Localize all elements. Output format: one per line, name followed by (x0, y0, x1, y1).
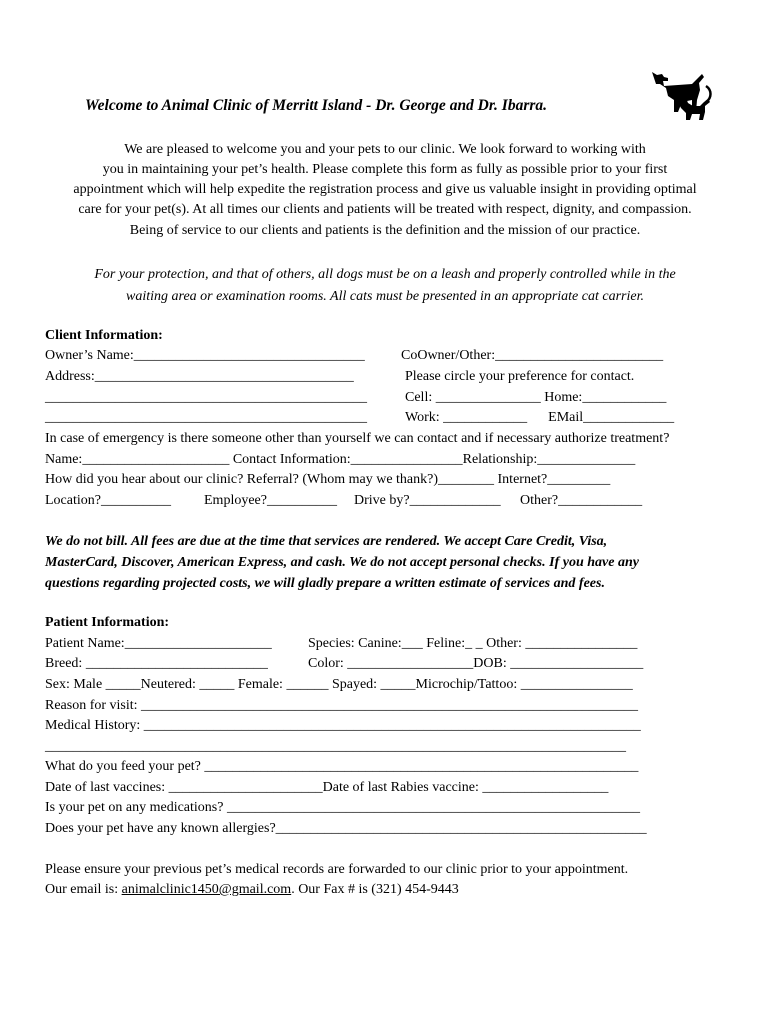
client-info-heading: Client Information: (45, 328, 163, 343)
address-line-2-field[interactable]: ______________________________________________ (45, 390, 367, 405)
contact-preference-label: Please circle your preference for contact. (405, 369, 635, 384)
work-email-field[interactable]: Work: ____________ EMail_____________ (405, 410, 675, 425)
billing-line-1: We do not bill. All fees are due at the time that services are rendered. We accept Care Credit, Visa, (45, 534, 608, 549)
address-field[interactable]: Address:_____________________________________ (45, 369, 354, 384)
medical-history-field[interactable]: Medical History: _______________________________________________________________________ (45, 718, 641, 733)
patient-info-heading: Patient Information: (45, 615, 170, 630)
notice-line-1: For your protection, and that of others, all dogs must be on a leash and properly controlled while in the (94, 267, 676, 282)
cell-home-field[interactable]: Cell: _______________ Home:____________ (405, 390, 667, 405)
patient-name-field[interactable]: Patient Name:_____________________ (45, 636, 272, 651)
dog-and-cat-silhouette-icon (648, 68, 714, 122)
intro-line-3: appointment which will help expedite the registration process and give us valuable insight in providing optimal (73, 182, 697, 197)
emergency-question: In case of emergency is there someone other than yourself we can contact and if necessary authorize treatment? (45, 431, 670, 446)
referral-field[interactable]: How did you hear about our clinic? Referral? (Whom may we thank?)________ Internet?_________ (45, 472, 611, 487)
location-field[interactable]: Location?__________ (45, 493, 171, 508)
emergency-contact-field[interactable]: Name:_____________________ Contact Information:________________Relationship:______________ (45, 452, 636, 467)
page-title: Welcome to Animal Clinic of Merritt Island - Dr. George and Dr. Ibarra. (85, 97, 548, 114)
notice-line-2: waiting area or examination rooms. All cats must be presented in an appropriate cat carrier. (126, 289, 644, 304)
email-prefix: Our email is: (45, 882, 122, 897)
co-owner-field[interactable]: CoOwner/Other:________________________ (401, 348, 664, 363)
medications-field[interactable]: Is your pet on any medications? ___________________________________________________________ (45, 800, 640, 815)
diet-field[interactable]: What do you feed your pet? ______________________________________________________________ (45, 759, 639, 774)
sex-field[interactable]: Sex: Male _____Neutered: _____ Female: ______ Spayed: _____Microchip/Tattoo: ________________ (45, 677, 633, 692)
allergies-field[interactable]: Does your pet have any known allergies?_____________________________________________________ (45, 821, 647, 836)
contact-line (45, 881, 459, 899)
billing-line-3: questions regarding projected costs, we will gladly prepare a written estimate of services and fees. (45, 576, 605, 591)
address-line-3-field[interactable]: ______________________________________________ (45, 410, 367, 425)
drive-by-field[interactable]: Drive by?_____________ (354, 493, 501, 508)
records-notice: Please ensure your previous pet’s medical records are forwarded to our clinic prior to your appointment. (45, 862, 629, 877)
employee-field[interactable]: Employee?__________ (204, 493, 337, 508)
intro-line-4: care for your pet(s). At all times our clients and patients will be treated with respect, dignity, and compassion. (78, 202, 692, 217)
intro-line-2: you in maintaining your pet’s health. Please complete this form as fully as possible prior to your first (102, 162, 668, 177)
reason-for-visit-field[interactable]: Reason for visit: _______________________________________________________________________ (45, 698, 639, 713)
color-dob-field[interactable]: Color: __________________DOB: ___________________ (308, 656, 644, 671)
intro-line-1: We are pleased to welcome you and your pets to our clinic. We look forward to working with (124, 142, 646, 157)
medical-history-line-2[interactable]: ___________________________________________________________________________________ (45, 739, 626, 754)
fax-number: . Our Fax # is (321) 454-9443 (291, 882, 459, 897)
email-link[interactable]: animalclinic1450@gmail.com (121, 882, 292, 897)
billing-line-2: MasterCard, Discover, American Express, and cash. We do not accept personal checks. If you have any (45, 555, 639, 570)
species-field[interactable]: Species: Canine:___ Feline:_ _ Other: ________________ (308, 636, 638, 651)
vaccine-dates-field[interactable]: Date of last vaccines: ______________________Date of last Rabies vaccine: __________________ (45, 780, 609, 795)
other-field[interactable]: Other?____________ (520, 493, 643, 508)
intro-line-5: Being of service to our clients and patients is the definition and the mission of our practice. (129, 223, 641, 238)
breed-field[interactable]: Breed: __________________________ (45, 656, 268, 671)
owner-name-field[interactable]: Owner’s Name:_________________________________ (45, 348, 365, 363)
